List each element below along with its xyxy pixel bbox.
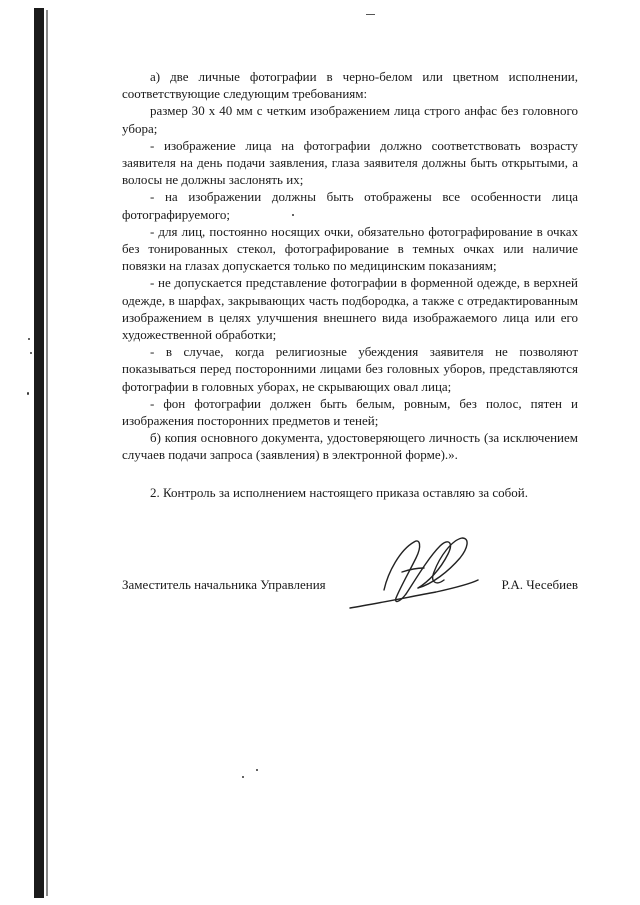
scan-speck	[27, 392, 29, 395]
paragraph-age: - изображение лица на фотографии должно соответствовать возрасту заявителя на день подачи заявления, глаза заявителя должны быть открытыми, а волосы не должны заслонять их;	[122, 137, 578, 188]
paragraph-size: размер 30 х 40 мм с четким изображением лица строго анфас без головного убора;	[122, 103, 578, 136]
scan-speck	[28, 338, 30, 340]
scan-mark	[366, 14, 375, 15]
scan-speck	[256, 769, 258, 771]
document-body	[122, 68, 578, 501]
signatory-name: Р.А. Чесебиев	[501, 577, 578, 592]
paragraph-clothing: - не допускается представление фотографии в форменной одежде, в верхней одежде, в шарфах, закрывающих часть подбородка, а также с отредактированным изображением в целях улучшения внешнего вида изображаемого лица или его художественной обработки;	[122, 275, 578, 343]
paragraph-glasses: - для лиц, постоянно носящих очки, обязательно фотографирование в очках без тонированных стекол, фотографирование в темных очках или наличие повязки на глазах допускается только по медицинским показаниям;	[122, 223, 578, 274]
paragraph-features: - на изображении должны быть отображены все особенности лица фотографируемого;	[122, 189, 578, 222]
handwritten-signature	[344, 528, 484, 618]
scan-speck	[30, 352, 32, 354]
scan-edge-shadow	[34, 8, 44, 898]
paragraph-religion: - в случае, когда религиозные убеждения заявителя не позволяют показываться перед посторонними лицами без головных уборов, представляются фотографии в головных уборах, не скрывающих овал лица;	[122, 344, 578, 394]
paragraph-id-copy: б) копия основного документа, удостоверяющего личность (за исключением случаев подачи запроса (заявления) в электронной форме).».	[122, 430, 578, 463]
paragraph-background: - фон фотографии должен быть белым, ровным, без полос, пятен и изображения посторонних предметов и теней;	[122, 395, 578, 429]
scan-edge-line	[46, 10, 48, 896]
paragraph-control: 2. Контроль за исполнением настоящего приказа оставляю за собой.	[150, 484, 528, 500]
paragraph-photos: а) две личные фотографии в черно-белом или цветном исполнении, соответствующие следующим требованиям:	[122, 69, 578, 102]
scan-speck	[242, 776, 244, 778]
signatory-title: Заместитель начальника Управления	[122, 577, 326, 592]
